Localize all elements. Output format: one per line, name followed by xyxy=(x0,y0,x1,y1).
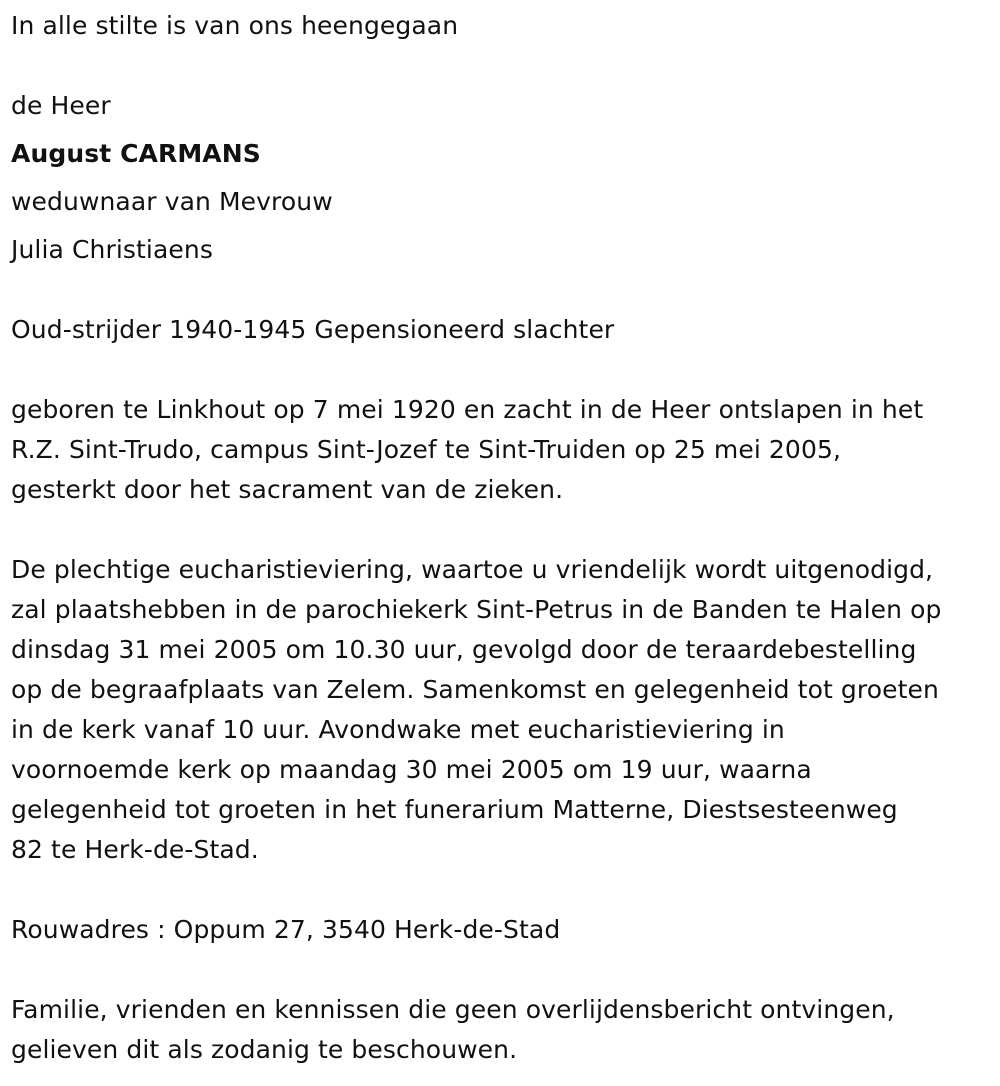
paragraph-line: R.Z. Sint-Trudo, campus Sint-Jozef te Sint-Truiden op 25 mei 2005, xyxy=(11,435,842,464)
paragraph-line: op de begraafplaats van Zelem. Samenkomst en gelegenheid tot groeten xyxy=(11,675,939,704)
funeral-service-paragraph xyxy=(11,550,941,870)
mourning-address: Rouwadres : Oppum 27, 3540 Herk-de-Stad xyxy=(11,915,561,944)
paragraph-line: geboren te Linkhout op 7 mei 1920 en zacht in de Heer ontslapen in het xyxy=(11,395,924,424)
paragraph-line: De plechtige eucharistieviering, waartoe u vriendelijk wordt uitgenodigd, xyxy=(11,555,934,584)
paragraph-line: gelieven dit als zodanig te beschouwen. xyxy=(11,1035,518,1064)
honorific: de Heer xyxy=(11,91,111,120)
paragraph-line: 82 te Herk-de-Stad. xyxy=(11,835,259,864)
paragraph-line: gelegenheid tot groeten in het funerarium Matterne, Diestsesteenweg xyxy=(11,795,898,824)
birth-death-paragraph xyxy=(11,390,923,510)
paragraph-line: dinsdag 31 mei 2005 om 10.30 uur, gevolgd door de teraardebestelling xyxy=(11,635,917,664)
paragraph-line: Familie, vrienden en kennissen die geen overlijdensbericht ontvingen, xyxy=(11,995,895,1024)
occupation-text: Oud-strijder 1940-1945 Gepensioneerd slachter xyxy=(11,315,615,344)
intro-text: In alle stilte is van ons heengegaan xyxy=(11,11,459,40)
paragraph-line: gesterkt door het sacrament van de zieken. xyxy=(11,475,564,504)
spouse-name: Julia Christiaens xyxy=(11,235,213,264)
deceased-name: August CARMANS xyxy=(11,139,261,168)
widow-of-text: weduwnaar van Mevrouw xyxy=(11,187,333,216)
paragraph-line: zal plaatshebben in de parochiekerk Sint-Petrus in de Banden te Halen op xyxy=(11,595,942,624)
paragraph-line: voornoemde kerk op maandag 30 mei 2005 om 19 uur, waarna xyxy=(11,755,812,784)
paragraph-line: in de kerk vanaf 10 uur. Avondwake met eucharistieviering in xyxy=(11,715,785,744)
family-notice-paragraph xyxy=(11,990,895,1070)
